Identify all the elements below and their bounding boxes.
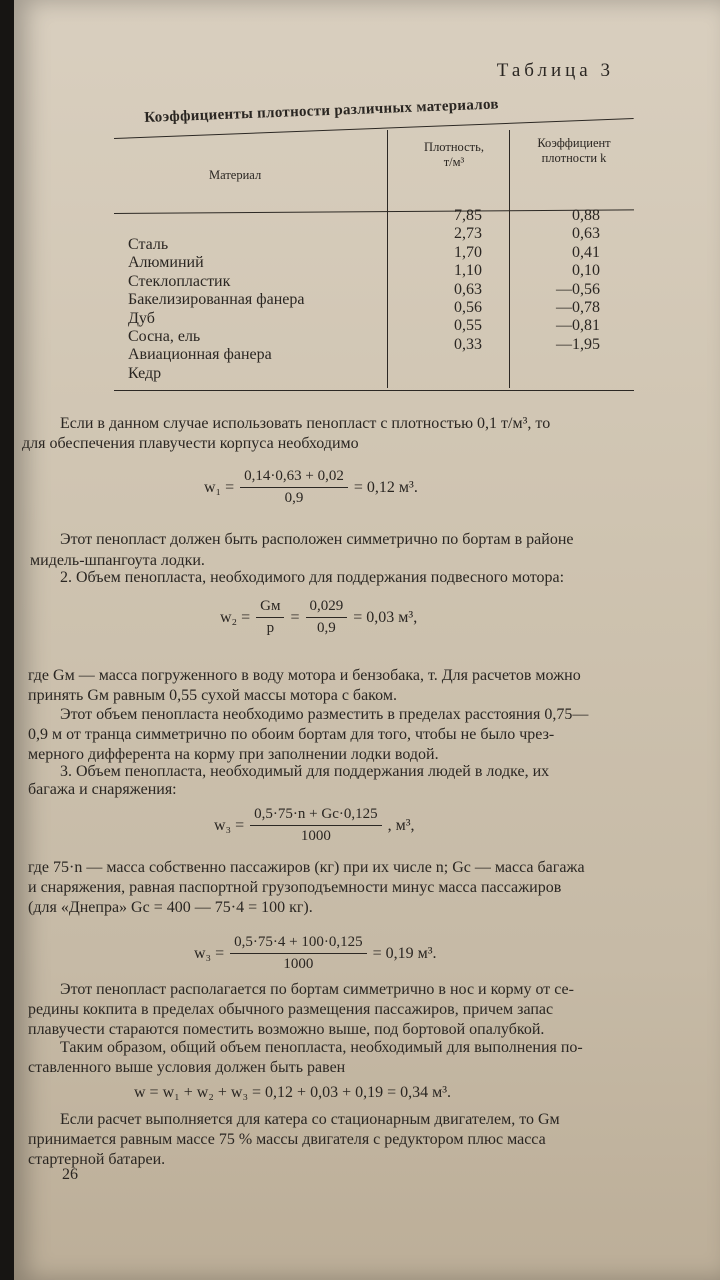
paragraph-line: багажа и снаряжения: [28,781,177,798]
paragraph-line: 0,9 м от транца симметрично по обоим бортам для того, чтобы не было чрез- [28,726,555,743]
fraction-denominator: 1000 [300,828,331,844]
table-row-material: Алюминий [128,254,204,272]
paragraph-line: для обеспечения плавучести корпуса необходимо [22,435,359,452]
table-row-material: Сосна, ель [128,328,201,346]
paragraph-line: мерного дифферента на корму при заполнении лодки водой. [28,746,439,763]
paragraph-line: где Gм — масса погруженного в воду мотора и бензобака, т. Для расчетов можно [28,667,581,684]
density-column [432,207,482,354]
paragraph-line: редины кокпита в пределах обычного размещения пассажиров, причем запас [28,1001,554,1018]
table-cell-coef: 0,63 [572,225,600,243]
table-cell-density: 0,63 [454,280,482,298]
fraction-numerator: 0,5·75·n + Gс·0,125 [250,806,381,826]
header-coef-line2: плотности k [541,151,607,165]
table-row-material: Сталь [128,236,169,253]
paragraph-line: Таким образом, общий объем пенопласта, необходимый для выполнения по- [60,1039,583,1056]
table-cell-coef: —0,81 [556,317,600,335]
paragraph-line: Если в данном случае использовать пенопласт с плотностью 0,1 т/м³, то [60,415,551,432]
header-coef-line1: Коэффициент [537,136,611,150]
paragraph-line: принять Gм равным 0,55 сухой массы мотора с баком. [28,687,397,704]
table-number: Таблица 3 [496,60,614,81]
paragraph-line: Этот объем пенопласта необходимо разместить в пределах расстояния 0,75— [60,706,589,723]
table-cell-coef: 0,41 [572,243,600,261]
header-coefficient [518,136,630,166]
fraction-denominator: p [266,620,275,636]
fraction [250,806,381,845]
table-cell-density: 0,56 [454,299,482,317]
paragraph-line: плавучести стараются поместить возможно выше, под бортовой опалубкой. [28,1021,545,1038]
table-cell-density: 7,85 [454,207,482,224]
paragraph-line: и снаряжения, равная паспортной грузоподъемности минус масса пассажиров [28,879,562,896]
fraction-denominator: 1000 [283,956,314,972]
table-row-material: Бакелизированная фанера [128,291,305,309]
paragraph-line: Если расчет выполняется для катера со стационарным двигателем, то Gм [60,1111,560,1128]
fraction [256,598,284,637]
table-cell-coef: —0,78 [556,299,600,317]
formula-rhs: = 0,12 м³. [353,478,418,496]
formula-w3 [214,806,415,845]
formula-w2 [220,598,417,637]
fraction [230,934,366,973]
fraction-denominator: 0,9 [284,490,304,506]
coefficient-column [548,207,600,354]
fraction-numerator: 0,14·0,63 + 0,02 [240,468,348,488]
paragraph-line: где 75·n — масса собственно пассажиров (кг) при их числе n; Gс — масса багажа [28,859,585,876]
table-cell-coef: —1,95 [556,335,600,353]
table-title: Коэффициенты плотности различных материалов [144,96,500,126]
formula-lhs: w₃ = [194,944,225,962]
fraction-numerator: Gм [256,598,284,618]
table-column-divider [509,130,510,388]
book-page [14,0,720,1280]
paragraph-line: 3. Объем пенопласта, необходимый для поддержания людей в лодке, их [60,763,550,780]
header-density-line1: Плотность, [424,140,484,154]
fraction-numerator: 0,5·75·4 + 100·0,125 [230,934,366,954]
formula-w3-numeric [194,934,437,973]
fraction-denominator: 0,9 [317,620,336,636]
header-density-line2: т/м³ [443,155,465,169]
material-column [128,236,304,383]
table-cell-density: 2,73 [454,225,482,243]
fraction [240,468,348,507]
formula-rhs: = 0,03 м³, [353,608,418,626]
formula-lhs: w₁ = [204,478,235,496]
formula-equals: = [290,608,300,626]
table-bottom-rule [114,390,634,391]
table-row-material: Дуб [128,309,155,327]
table-cell-density: 1,10 [454,262,482,280]
page-number: 26 [62,1166,78,1183]
table-cell-coef: 0,10 [572,262,600,280]
header-density [402,140,506,170]
paragraph-line: стартерной батареи. [28,1151,166,1168]
fraction-numerator: 0,029 [306,598,348,618]
formula-lhs: w₂ = [220,608,251,626]
paragraph-line: Этот пенопласт должен быть расположен симметрично по бортам в районе [60,531,574,548]
paragraph-line: 2. Объем пенопласта, необходимого для поддержания подвесного мотора: [60,569,565,586]
table-cell-density: 1,70 [454,243,482,261]
table-column-divider [387,130,388,388]
table-row-material: Стеклопластик [128,272,231,290]
table-row-material: Авиационная фанера [128,346,272,364]
table-row-material: Кедр [128,364,162,382]
header-material: Материал [209,168,262,182]
formula-total: w = w₁ + w₂ + w₃ = 0,12 + 0,03 + 0,19 = 0,34 м³. [134,1084,452,1101]
table-cell-density: 0,55 [454,317,482,335]
formula-rhs: , м³, [387,816,415,834]
paragraph-line: (для «Днепра» Gс = 400 — 75·4 = 100 кг). [28,899,313,916]
table-cell-coef: —0,56 [556,280,600,298]
paragraph-line: принимается равным массе 75 % массы двигателя с редуктором плюс масса [28,1131,546,1148]
formula-lhs: w₃ = [214,816,245,834]
formula-rhs: = 0,19 м³. [372,944,437,962]
table-cell-density: 0,33 [454,335,482,353]
paragraph-line: Этот пенопласт располагается по бортам симметрично в нос и корму от се- [60,981,574,998]
fraction [306,598,348,637]
formula-w1 [204,468,418,507]
paragraph-line: мидель-шпангоута лодки. [30,552,205,569]
table-cell-coef: 0,88 [572,207,600,224]
paragraph-line: ставленного выше условия должен быть равен [28,1059,346,1076]
